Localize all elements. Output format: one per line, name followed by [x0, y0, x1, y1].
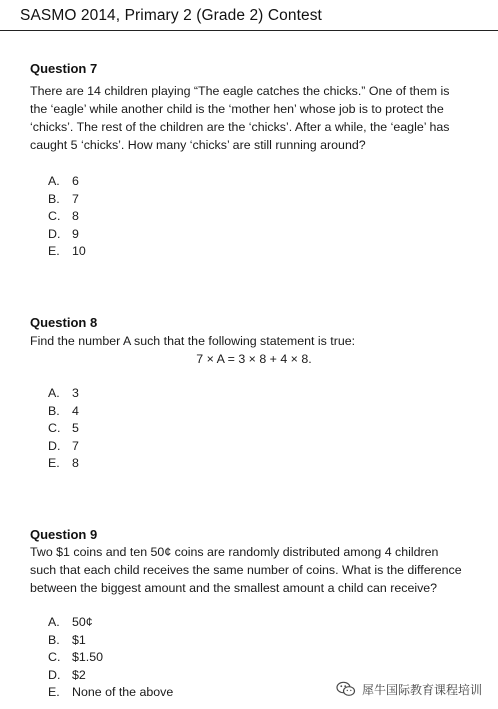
question-text-line: Find the number A such that the following statement is true:	[30, 334, 356, 348]
question-heading: Question 7	[30, 61, 98, 76]
option-text: None of the above	[72, 685, 174, 699]
option-c	[48, 420, 79, 438]
option-b	[48, 632, 173, 650]
option-letter: A.	[48, 386, 60, 400]
question-text-line: Two $1 coins and ten 50¢ coins are randomly distributed among 4 children	[30, 545, 439, 559]
option-d	[48, 226, 86, 244]
option-b	[48, 191, 86, 209]
question-text-line: between the biggest amount and the smallest amount a child can receive?	[30, 581, 438, 595]
option-text: 7	[72, 438, 79, 453]
question-text-line: caught 5 ‘chicks’. How many ‘chicks’ are still running around?	[30, 138, 366, 152]
question-text	[30, 332, 478, 350]
option-letter: A.	[48, 615, 60, 629]
option-text: $1	[72, 632, 86, 647]
watermark-text: 犀牛国际教育课程培训	[362, 682, 483, 697]
option-text: 3	[72, 386, 79, 400]
option-letter: E.	[48, 456, 60, 470]
question-text	[30, 543, 478, 597]
option-letter: C.	[48, 650, 61, 664]
wechat-icon	[336, 681, 356, 697]
option-text: $1.50	[72, 650, 104, 664]
option-e	[48, 455, 79, 473]
equation: 7 × A = 3 × 8 + 4 × 8.	[196, 352, 312, 366]
option-text: 8	[72, 456, 79, 470]
option-text: 4	[72, 403, 79, 418]
question-text-line: There are 14 children playing “The eagle catches the chicks.” One of them is	[30, 84, 450, 98]
option-e	[48, 243, 86, 261]
answer-options	[48, 173, 86, 261]
option-letter: D.	[48, 438, 61, 453]
option-letter: E.	[48, 685, 60, 699]
option-letter: B.	[48, 632, 60, 647]
question-8	[30, 315, 478, 368]
watermark	[336, 680, 482, 698]
option-d	[48, 667, 173, 685]
option-letter: D.	[48, 226, 61, 241]
option-a	[48, 173, 86, 191]
question-7	[30, 61, 478, 154]
question-heading: Question 9	[30, 527, 98, 542]
answer-options	[48, 385, 79, 473]
option-letter: B.	[48, 191, 60, 206]
option-c	[48, 208, 86, 226]
option-text: 9	[72, 226, 79, 241]
page-title: SASMO 2014, Primary 2 (Grade 2) Contest	[20, 7, 322, 24]
option-text: 7	[72, 191, 79, 206]
option-text: 50¢	[72, 615, 93, 629]
option-c	[48, 649, 173, 667]
question-text	[30, 82, 478, 154]
option-text: 8	[72, 209, 79, 223]
page-header	[0, 0, 498, 31]
question-text-line: such that each child receives the same number of coins. What is the difference	[30, 563, 462, 577]
option-text: 6	[72, 174, 79, 188]
answer-options	[48, 614, 173, 702]
question-text-line: the ‘eagle’ while another child is the ‘mother hen’ whose job is to protect the	[30, 102, 444, 116]
option-e	[48, 684, 173, 702]
option-letter: C.	[48, 421, 61, 435]
option-letter: A.	[48, 174, 60, 188]
question-heading: Question 8	[30, 315, 98, 330]
option-letter: B.	[48, 403, 60, 418]
option-text: $2	[72, 667, 86, 682]
question-9	[30, 527, 478, 597]
question-text-line: ‘chicks’. The rest of the children are the ‘chicks’. After a while, the ‘eagle’ has	[30, 120, 450, 134]
option-text: 5	[72, 421, 79, 435]
option-a	[48, 385, 79, 403]
option-letter: D.	[48, 667, 61, 682]
option-text: 10	[72, 244, 86, 258]
option-b	[48, 403, 79, 421]
option-letter: E.	[48, 244, 60, 258]
option-d	[48, 438, 79, 456]
option-a	[48, 614, 173, 632]
option-letter: C.	[48, 209, 61, 223]
